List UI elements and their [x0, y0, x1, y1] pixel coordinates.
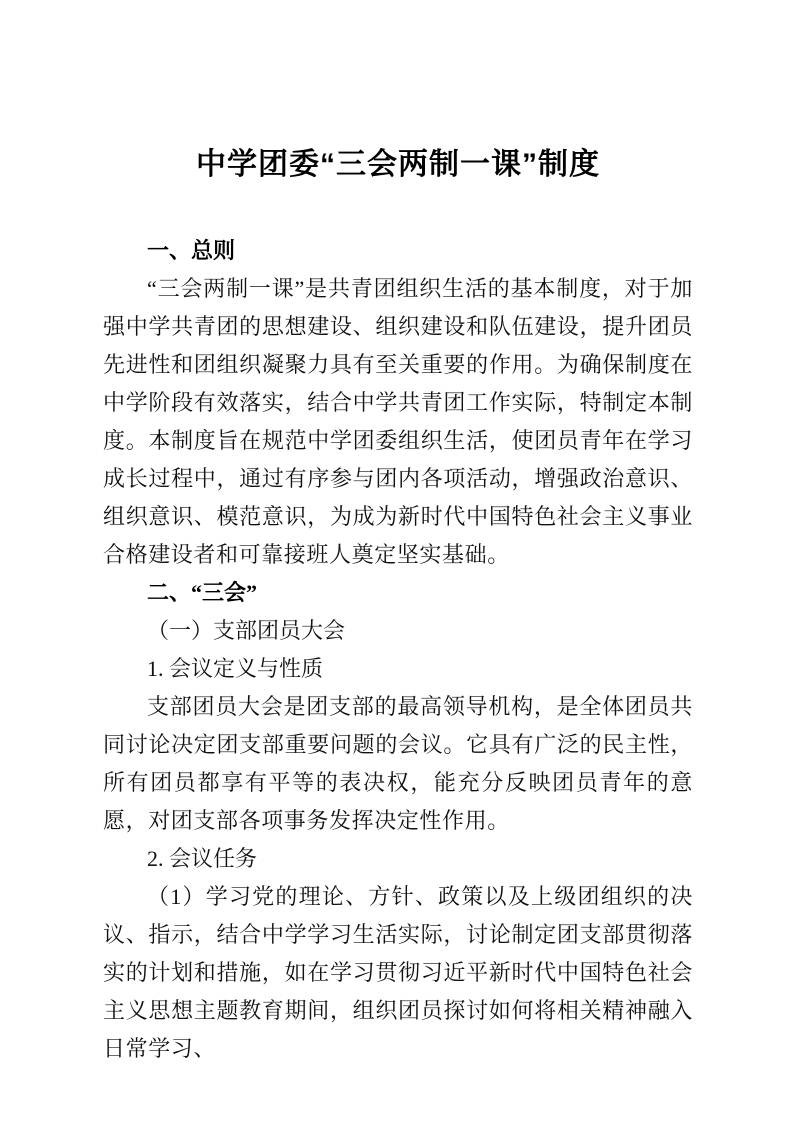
item-heading-meeting-tasks: 2. 会议任务: [147, 846, 258, 871]
paragraph-meeting-definition: 支部团员大会是团支部的最高领导机构，是全体团员共同讨论决定团支部重要问题的会议。它具有广泛的民主性，所有团员都享有平等的表决权，能充分反映团员青年的意愿，对团支部各项事务发挥决定性作用。: [103, 694, 693, 833]
subsection-heading-branch-member-assembly: （一）支部团员大会: [147, 618, 346, 643]
section-heading-general-principles: 一、总则: [147, 238, 236, 263]
paragraph-general-principles: “三会两制一课”是共青团组织生活的基本制度，对于加强中学共青团的思想建设、组织建设和队伍建设，提升团员先进性和团组织凝聚力具有至关重要的作用。为确保制度在中学阶段有效落实，结合中学共青团工作实际，特制定本制度。本制度旨在规范中学团委组织生活，使团员青年在学习成长过程中，通过有序参与团内各项活动，增强政治意识、组织意识、模范意识，为成为新时代中国特色社会主义事业合格建设者和可靠接班人奠定坚实基础。: [103, 276, 693, 567]
item-heading-meeting-definition: 1. 会议定义与性质: [147, 656, 324, 681]
section-heading-three-meetings: 二、“三会”: [147, 580, 258, 605]
document-title: 中学团委“三会两制一课”制度: [196, 148, 600, 181]
paragraph-meeting-task-1: （1）学习党的理论、方针、政策以及上级团组织的决议、指示，结合中学学习生活实际，讨论制定团支部贯彻落实的计划和措施，如在学习贯彻习近平新时代中国特色社会主义思想主题教育期间，组织团员探讨如何将相关精神融入日常学习、: [103, 884, 693, 1061]
